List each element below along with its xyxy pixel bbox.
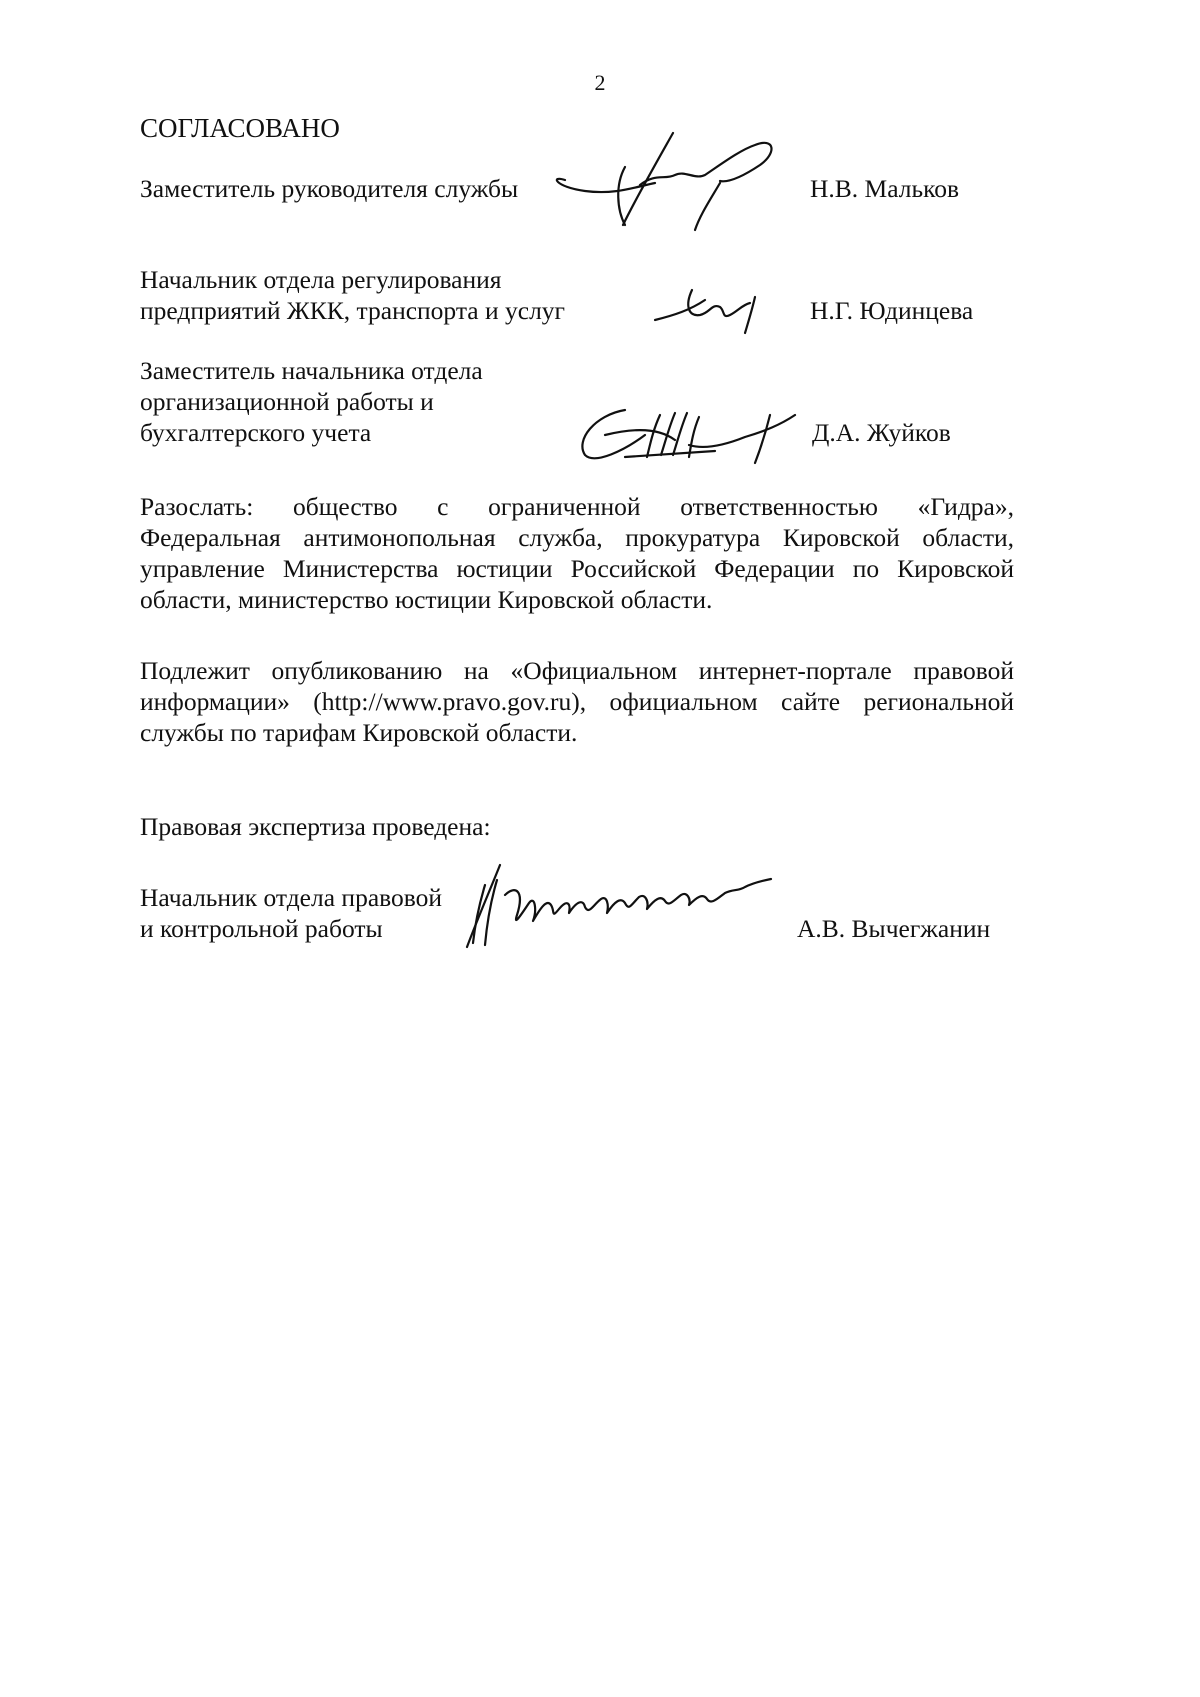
- signature-4: [455, 855, 775, 955]
- legal-review-position-line-2: и контрольной работы: [140, 914, 383, 943]
- signature-3: [565, 395, 805, 470]
- approval-heading: СОГЛАСОВАНО: [140, 113, 340, 143]
- distribution-line-3: управление Министерства юстиции Российской Федерации по Кировской: [140, 554, 1014, 583]
- publication-line-2: информации» (http://www.pravo.gov.ru), официальном сайте региональной: [140, 687, 1014, 716]
- approver-2-name: Н.Г. Юдинцева: [810, 296, 974, 325]
- approver-3-name: Д.А. Жуйков: [812, 418, 951, 447]
- distribution-line-1: Разослать: общество с ограниченной ответственностью «Гидра»,: [140, 492, 1014, 521]
- page-number: 2: [594, 70, 606, 95]
- approver-3-position-line-1: Заместитель начальника отдела: [140, 356, 483, 385]
- approver-1-name: Н.В. Мальков: [810, 174, 960, 203]
- approver-2-position-line-2: предприятий ЖКК, транспорта и услуг: [140, 296, 566, 325]
- distribution-line-4: области, министерство юстиции Кировской области.: [140, 585, 713, 614]
- approver-2-position-line-1: Начальник отдела регулирования: [140, 265, 502, 294]
- signature-1: [545, 125, 795, 240]
- signature-2: [650, 275, 775, 340]
- approver-3-position-line-2: организационной работы и: [140, 387, 434, 416]
- approver-3-position-line-3: бухгалтерского учета: [140, 418, 372, 447]
- legal-review-name: А.В. Вычегжанин: [797, 914, 991, 943]
- publication-line-3: службы по тарифам Кировской области.: [140, 718, 578, 747]
- legal-review-position-line-1: Начальник отдела правовой: [140, 883, 443, 912]
- legal-review-note: Правовая экспертиза проведена:: [140, 812, 491, 841]
- approver-1-position: Заместитель руководителя службы: [140, 174, 519, 203]
- distribution-line-2: Федеральная антимонопольная служба, прокуратура Кировской области,: [140, 523, 1014, 552]
- publication-line-1: Подлежит опубликованию на «Официальном интернет-портале правовой: [140, 656, 1014, 685]
